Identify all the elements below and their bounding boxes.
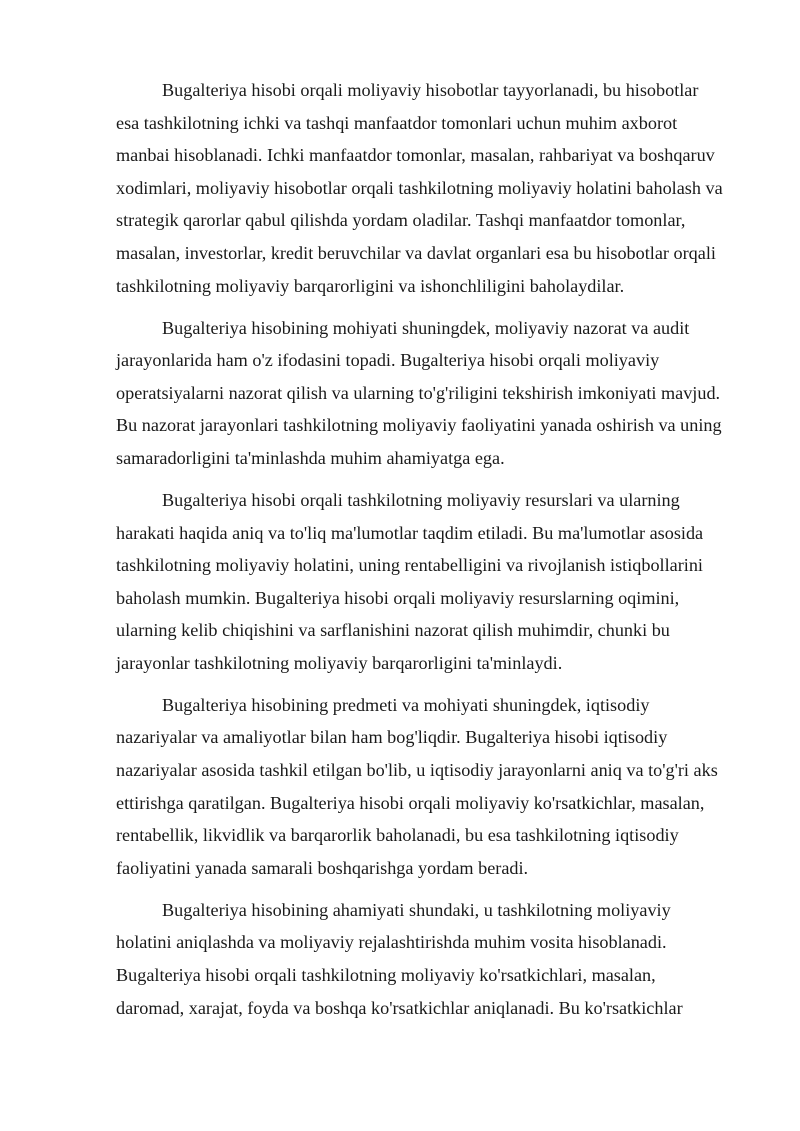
text-line: tashkilotning moliyaviy holatini, uning rentabelligini va rivojlanish istiqbollarini <box>116 555 703 576</box>
document-body <box>116 74 746 1034</box>
paragraph <box>116 484 746 680</box>
text-line: operatsiyalarni nazorat qilish va ularning to'g'riligini tekshirish imkoniyati mavjud. <box>116 382 721 403</box>
paragraph <box>116 74 746 302</box>
text-line: jarayonlarida ham o'z ifodasini topadi. Bugalteriya hisobi orqali moliyaviy <box>116 350 660 371</box>
text-line: manbai hisoblanadi. Ichki manfaatdor tomonlar, masalan, rahbariyat va boshqaruv <box>116 145 715 166</box>
text-line: daromad, xarajat, foyda va boshqa ko'rsatkichlar aniqlanadi. Bu ko'rsatkichlar <box>116 997 683 1018</box>
text-line: Bugalteriya hisobi orqali tashkilotning moliyaviy resurslari va ularning <box>162 489 680 510</box>
paragraph <box>116 312 746 475</box>
text-line: esa tashkilotning ichki va tashqi manfaatdor tomonlari uchun muhim axborot <box>116 112 678 133</box>
text-line: ularning kelib chiqishini va sarflanishini nazorat qilish muhimdir, chunki bu <box>116 620 670 641</box>
text-line: faoliyatini yanada samarali boshqarishga yordam beradi. <box>116 857 529 878</box>
text-line: Bugalteriya hisobining ahamiyati shundaki, u tashkilotning moliyaviy <box>162 899 671 920</box>
text-line: Bugalteriya hisobi orqali moliyaviy hisobotlar tayyorlanadi, bu hisobotlar <box>162 80 699 100</box>
text-line: masalan, investorlar, kredit beruvchilar va davlat organlari esa bu hisobotlar orqali <box>116 242 716 263</box>
text-line: samaradorligini ta'minlashda muhim ahamiyatga ega. <box>116 447 505 468</box>
text-line: strategik qarorlar qabul qilishda yordam oladilar. Tashqi manfaatdor tomonlar, <box>116 210 686 231</box>
text-line: nazariyalar va amaliyotlar bilan ham bog'liqdir. Bugalteriya hisobi iqtisodiy <box>116 727 668 748</box>
text-line: tashkilotning moliyaviy barqarorligini va ishonchliligini baholaydilar. <box>116 275 625 296</box>
text-line: Bugalteriya hisobi orqali tashkilotning moliyaviy ko'rsatkichlari, masalan, <box>116 965 656 985</box>
text-line: baholash mumkin. Bugalteriya hisobi orqali moliyaviy resurslarning oqimini, <box>116 587 680 608</box>
text-line: ettirishga qaratilgan. Bugalteriya hisobi orqali moliyaviy ko'rsatkichlar, masalan, <box>116 792 705 813</box>
text-line: nazariyalar asosida tashkil etilgan bo'lib, u iqtisodiy jarayonlarni aniq va to'g'ri aks <box>116 760 718 781</box>
text-line: xodimlari, moliyaviy hisobotlar orqali tashkilotning moliyaviy holatini baholash va <box>116 177 723 198</box>
paragraph <box>116 894 746 1024</box>
text-line: Bugalteriya hisobining mohiyati shuningdek, moliyaviy nazorat va audit <box>162 317 690 338</box>
text-line: harakati haqida aniq va to'liq ma'lumotlar taqdim etiladi. Bu ma'lumotlar asosida <box>116 522 704 543</box>
text-line: rentabellik, likvidlik va barqarorlik baholanadi, bu esa tashkilotning iqtisodiy <box>116 825 679 846</box>
paragraph <box>116 689 746 885</box>
text-line: jarayonlar tashkilotning moliyaviy barqarorligini ta'minlaydi. <box>116 652 563 673</box>
text-line: Bugalteriya hisobining predmeti va mohiyati shuningdek, iqtisodiy <box>162 694 650 715</box>
text-line: holatini aniqlashda va moliyaviy rejalashtirishda muhim vosita hisoblanadi. <box>116 932 667 953</box>
text-line: Bu nazorat jarayonlari tashkilotning moliyaviy faoliyatini yanada oshirish va uning <box>116 415 722 436</box>
